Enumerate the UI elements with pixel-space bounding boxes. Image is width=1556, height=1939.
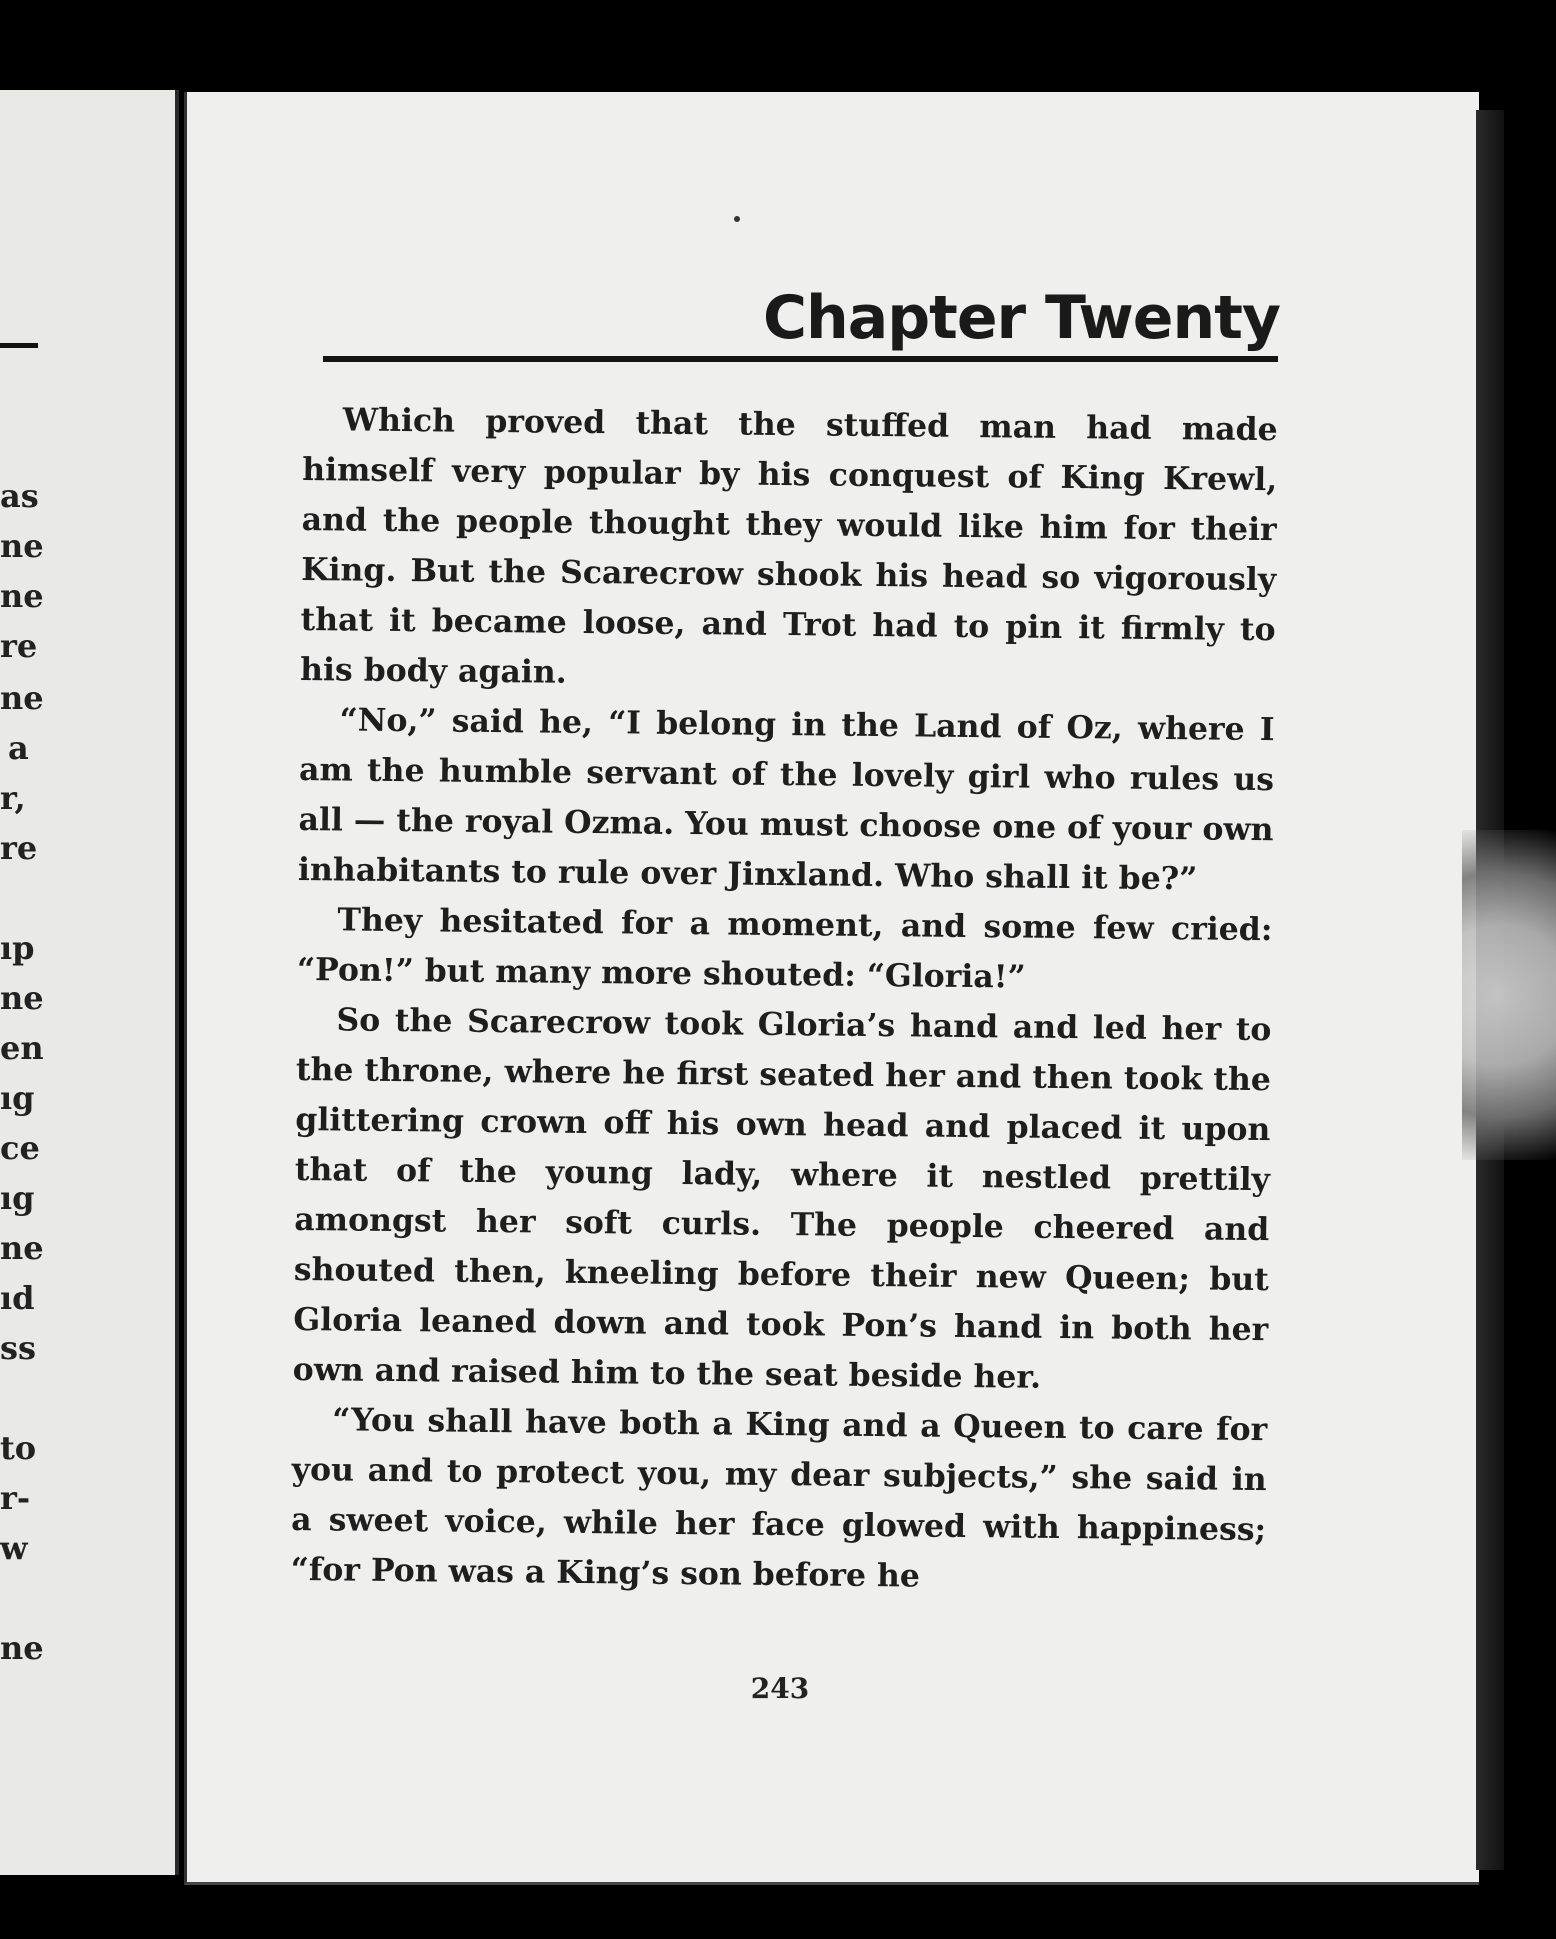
paragraph: Which proved that the stuffed man had made himself very popular by his conquest of King Krewl, and the people thought they would like him for their King. But the Scarecrow shook his head so vigorously that it became loose, and Trot had to pin it firmly to his body again.	[299, 401, 1278, 691]
chapter-heading: Chapter Twenty	[762, 283, 1280, 353]
previous-page-fragment: r-	[0, 1479, 31, 1517]
previous-page-fragment: ıg	[0, 1079, 35, 1117]
previous-page-fragment: ne	[0, 527, 44, 565]
paragraph: “No,” said he, “I belong in the Land of Oz, where I am the humble servant of the lovely girl who rules us all — the royal Ozma. You must choose one of your own inhabitants to rule over Jinxland. Who shall it be?”	[297, 701, 1275, 898]
print-speck	[734, 216, 740, 222]
page-number: 243	[750, 1672, 810, 1705]
previous-page-fragment: ss	[0, 1329, 37, 1367]
previous-page-strip	[0, 90, 179, 1875]
previous-page-fragment: en	[0, 1029, 44, 1067]
previous-page-fragment: ıd	[0, 1279, 35, 1317]
previous-page-fragment: ne	[0, 1629, 44, 1667]
previous-page-fragment: ce	[0, 1129, 40, 1167]
previous-page-fragment: a	[8, 729, 29, 767]
paragraph: They hesitated for a moment, and some few cried: “Pon!” but many more shouted: “Gloria!”	[296, 901, 1273, 996]
previous-page-fragment: ne	[0, 979, 44, 1017]
previous-page-fragment: to	[0, 1429, 37, 1467]
previous-page-fragment: re	[0, 829, 38, 867]
torn-paper-edge	[1462, 830, 1556, 1160]
previous-page-fragment: ne	[0, 577, 44, 615]
paragraph: “You shall have both a King and a Queen to care for you and to protect you, my dear subjects,” she said in a sweet voice, while her face glowed with happiness; “for Pon was a King’s son before he	[290, 1401, 1268, 1595]
previous-page-fragment: ne	[0, 679, 44, 717]
previous-page-fragment: as	[0, 477, 39, 515]
previous-page-fragment: r,	[0, 779, 26, 817]
previous-page-fragment: re	[0, 627, 38, 665]
previous-page-fragment: ıg	[0, 1179, 35, 1217]
chapter-body	[290, 395, 1278, 1605]
previous-page-rule	[0, 343, 38, 348]
previous-page-fragment: ıp	[0, 929, 35, 967]
previous-page-fragment: ne	[0, 1229, 44, 1267]
previous-page-fragment: w	[0, 1529, 28, 1567]
paragraph: So the Scarecrow took Gloria’s hand and led her to the throne, where he first seated her and then took the glittering crown off his own head and placed it upon that of the young lady, where it nestled prettily amongst her soft curls. The people cheered and shouted then, kneeling before their new Queen; but Gloria leaned down and took Pon’s hand in both her own and raised him to the seat beside her.	[292, 1001, 1272, 1396]
heading-rule	[323, 356, 1278, 362]
